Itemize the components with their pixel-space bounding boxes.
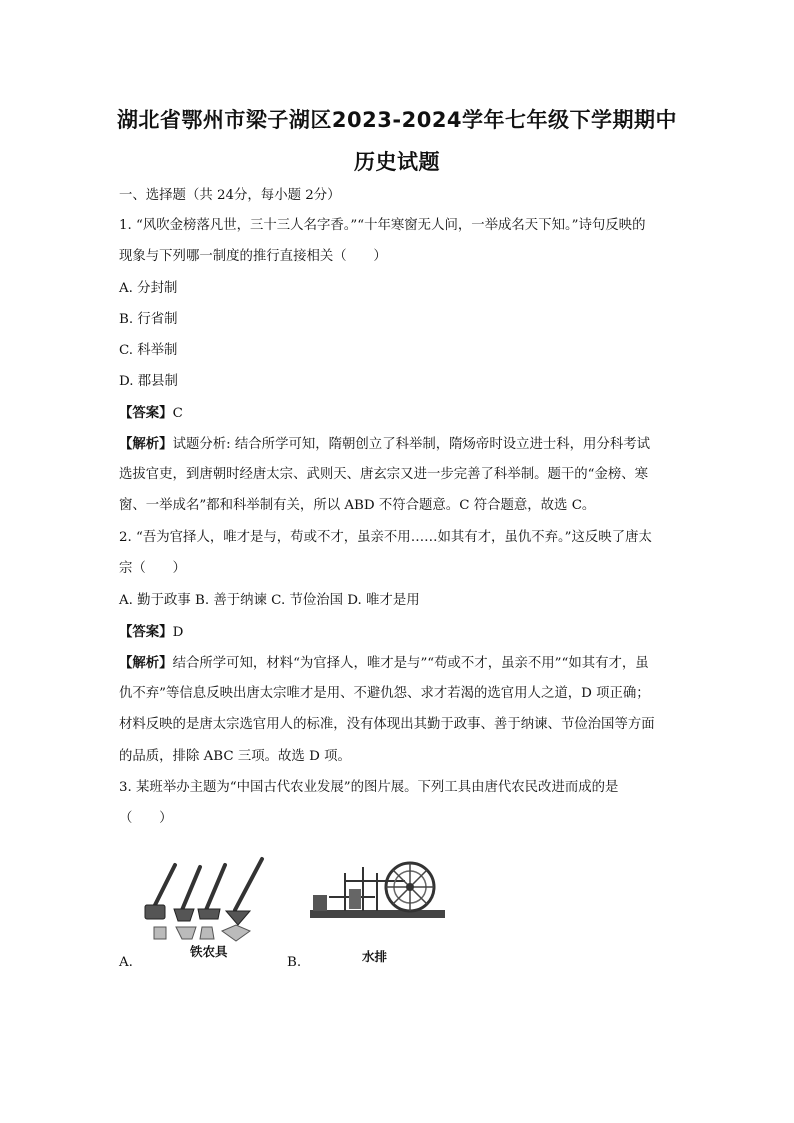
q2-analysis-line1 — [119, 653, 679, 674]
water-bellows-illustration — [305, 855, 450, 925]
answer-label: 【答案】 — [119, 624, 173, 640]
analysis-label: 【解析】 — [119, 655, 173, 671]
q2-stem-line2: 宗（ ） — [119, 561, 186, 576]
q1-analysis-line2: 选拔官吏，到唐朝时经唐太宗、武则天、唐玄宗又进一步完善了科举制。题干的“金榜、寒 — [119, 467, 649, 482]
option-a-caption: 铁农具 — [190, 944, 228, 959]
q2-stem-line1: 2. “吾为官择人，唯才是与，苟或不才，虽亲不用……如其有才，虽仇不弃。”这反映了唐太 — [119, 530, 652, 545]
analysis-text: 试题分析: 结合所学可知，隋朝创立了科举制，隋炀帝时设立进士科，用分科考试 — [172, 437, 650, 452]
q1-analysis-line3: 窗、一举成名”都和科举制有关，所以 ABD 不符合题意。C 符合题意，故选 C。 — [119, 498, 596, 513]
section-heading: 一、选择题（共 24分，每小题 2分） — [119, 188, 341, 203]
analysis-label: 【解析】 — [119, 436, 173, 452]
answer-value: D — [172, 625, 184, 640]
q2-analysis-line3: 材料反映的是唐太宗选官用人的标准，没有体现出其勤于政事、善于纳谏、节俭治国等方面 — [119, 717, 655, 732]
q2-analysis-line2: 仇不弃”等信息反映出唐太宗唯才是用、不避仇怨、求才若渴的选官用人之道，D 项正确； — [119, 686, 650, 701]
option-b-caption: 水排 — [362, 949, 388, 964]
answer-label: 【答案】 — [119, 405, 173, 421]
q2-analysis-line4: 的品质，排除 ABC 三项。故选 D 项。 — [119, 749, 351, 764]
option-b-label: B. — [287, 955, 302, 970]
analysis-text: 结合所学可知，材料“为官择人，唯才是与”“苟或不才，虽亲不用”“如其有才，虽 — [172, 656, 649, 671]
q3-stem-line2: （ ） — [119, 811, 173, 826]
q2-answer — [119, 622, 679, 643]
q3-stem-line1: 3. 某班举办主题为“中国古代农业发展”的图片展。下列工具由唐代农民改进而成的是 — [119, 780, 619, 795]
answer-value: C — [172, 406, 183, 421]
page-title: 湖北省鄂州市梁子湖区2023-2024学年七年级下学期期中 — [116, 108, 678, 132]
q1-analysis-line1 — [119, 434, 679, 455]
q2-options: A. 勤于政事 B. 善于纳谏 C. 节俭治国 D. 唯才是用 — [119, 593, 420, 608]
q1-answer — [119, 403, 679, 424]
q1-stem-line2: 现象与下列哪一制度的推行直接相关（ ） — [119, 249, 387, 264]
q1-stem-line1: 1. “风吹金榜落凡世，三十三人名字香。”“十年寒窗无人问，一举成名天下知。”诗句反映的 — [119, 218, 646, 233]
q1-option-d: D. 郡县制 — [119, 374, 178, 389]
q1-option-a: A. 分封制 — [119, 281, 178, 296]
option-a-label: A. — [119, 955, 133, 970]
q1-option-b: B. 行省制 — [119, 312, 178, 327]
q1-option-c: C. 科举制 — [119, 343, 178, 358]
page-subtitle: 历史试题 — [354, 150, 440, 174]
iron-tools-illustration — [140, 855, 270, 950]
